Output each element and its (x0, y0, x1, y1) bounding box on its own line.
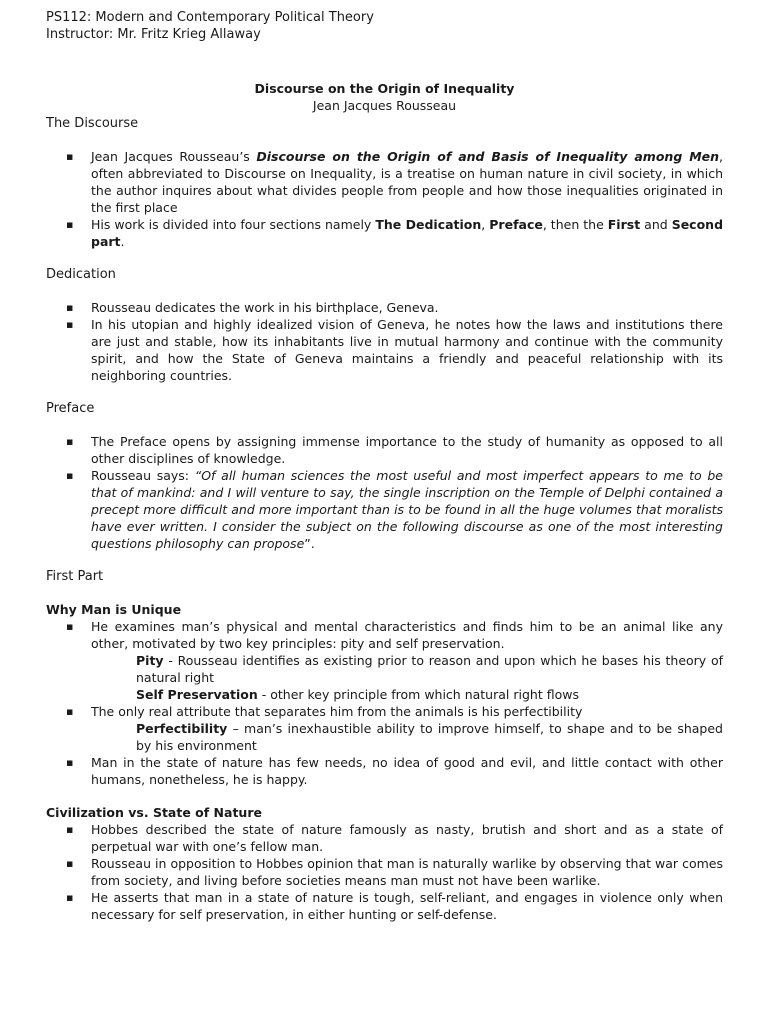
unique-list (46, 618, 723, 788)
subheading-civilization-vs-nature: Civilization vs. State of Nature (46, 805, 262, 820)
list-item: ▪ Jean Jacques Rousseau’s Discourse on the Origin of and Basis of Inequality among Men, often abbreviated to Discourse on Inequality, is a treatise on human nature in civil society, in which the author inquires about what divides people from people and how those inequalities originated in the first place (46, 148, 723, 216)
document-page (46, 9, 723, 923)
list-item: ▪ He examines man’s physical and mental characteristics and finds him to be an animal like any other, motivated by two key principles: pity and self preservation. Pity - Rousseau identifies as existing prior to reason and upon which he bases his theory of natural right Self Preservation - other key principle from which natural right flows (46, 618, 723, 703)
instructor-line: Instructor: Mr. Fritz Krieg Allaway (46, 27, 261, 42)
definition: Perfectibility – man’s inexhaustible ability to improve himself, to shape and to be shaped by his environment (136, 721, 723, 753)
discourse-list (46, 148, 723, 250)
document-author: Jean Jacques Rousseau (312, 98, 457, 113)
rousseau-quote: Of all human sciences the most useful and most imperfect appears to me to be that of mankind: and I will venture to say, the single inscription on the Temple of Delphi contained a precept more difficult and more important than is to be found in all the huge volumes that moralists have ever written. I consider the subject on the following discourse as one of the most interesting questions philosophy can propose (91, 468, 724, 551)
course-title: PS112: Modern and Contemporary Political Theory (46, 10, 374, 25)
list-item: ▪ His work is divided into four sections namely The Dedication, Preface, then the First and Second part. (46, 216, 723, 250)
definition: Pity - Rousseau identifies as existing prior to reason and upon which he bases his theory of natural right (136, 653, 723, 685)
section-heading-preface: Preface (46, 401, 95, 416)
document-title: Discourse on the Origin of Inequality (254, 81, 515, 96)
section-heading-discourse: The Discourse (46, 116, 139, 131)
list-item: ▪ Man in the state of nature has few needs, no idea of good and evil, and little contact with other humans, nonetheless, he is happy. (46, 754, 723, 788)
section-preface (46, 400, 723, 552)
section-heading-dedication: Dedication (46, 267, 116, 282)
list-item: ▪ Hobbes described the state of nature famously as nasty, brutish and short and as a state of perpetual war with one’s fellow man. (46, 821, 723, 855)
list-item: ▪ In his utopian and highly idealized vision of Geneva, he notes how the laws and institutions there are just and stable, how its inhabitants live in mutual harmony and continue with the community spirit, and how the State of Geneva maintains a friendly and peaceful relationship with its neighboring countries. (46, 316, 723, 384)
list-item: ▪ The only real attribute that separates him from the animals is his perfectibility Perfectibility – man’s inexhaustible ability to improve himself, to shape and to be shaped by his environment (46, 703, 723, 754)
list-item: ▪ The Preface opens by assigning immense importance to the study of humanity as opposed to all other disciplines of knowledge. (46, 433, 723, 467)
preface-list (46, 433, 723, 552)
section-first-part (46, 568, 723, 923)
section-heading-first-part: First Part (46, 569, 104, 584)
list-item: ▪ Rousseau in opposition to Hobbes opinion that man is naturally warlike by observing that war comes from society, and living before societies means man must not have been warlike. (46, 855, 723, 889)
list-item: ▪ He asserts that man in a state of nature is tough, self-reliant, and engages in violence only when necessary for self preservation, in either hunting or self-defense. (46, 889, 723, 923)
section-dedication (46, 266, 723, 384)
civilization-list (46, 821, 723, 923)
dedication-list (46, 299, 723, 384)
subheading-why-man-is-unique: Why Man is Unique (46, 602, 182, 617)
list-item: ▪ Rousseau dedicates the work in his birthplace, Geneva. (46, 299, 723, 316)
work-title: Discourse on the Origin of and Basis of Inequality among Men (256, 149, 720, 164)
definition: Self Preservation - other key principle from which natural right flows (136, 687, 579, 702)
list-item: ▪ Rousseau says: “Of all human sciences the most useful and most imperfect appears to me to be that of mankind: and I will venture to say, the single inscription on the Temple of Delphi contained a precept more difficult and more important than is to be found in all the huge volumes that moralists have ever written. I consider the subject on the following discourse as one of the most interesting questions philosophy can propose”. (46, 467, 723, 552)
section-discourse (46, 115, 723, 250)
